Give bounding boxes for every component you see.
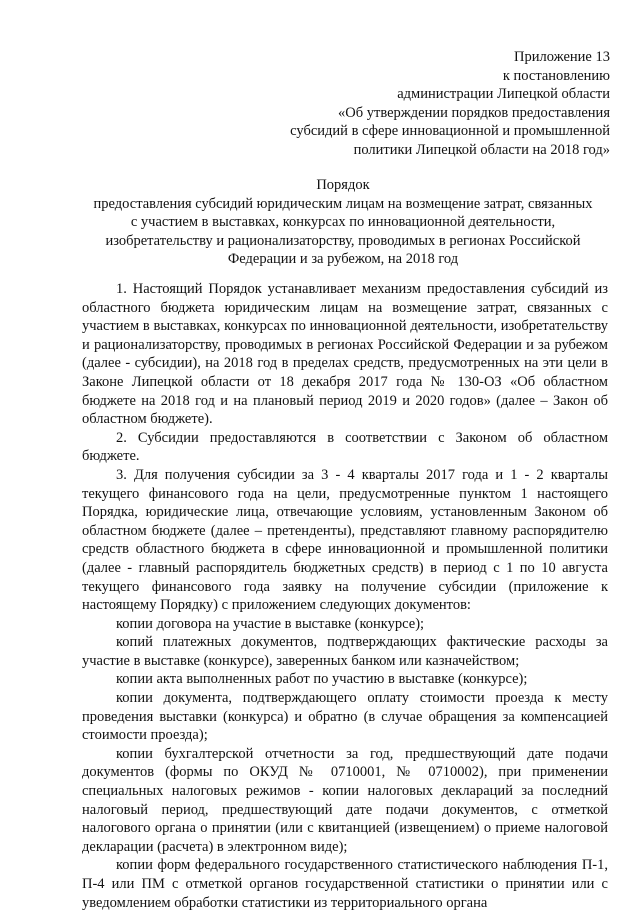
appendix-line: политики Липецкой области на 2018 год» xyxy=(353,141,610,158)
paragraph-1: 1. Настоящий Порядок устанавливает механизм предоставления субсидий из областного бюджета юридическим лицам на возмещение затрат, связанных с участием в выставках, конкурсах по инновационной деятельности, изобретательству и рационализаторству, проводимых в регионах Российской Федерации и за рубежом (далее - субсидии), на 2018 год в пределах средств, предусмотренных на эти цели в Законе Липецкой области от 18 декабря 2017 года № 130-ОЗ «Об областном бюджете на 2018 год и на плановый период 2019 и 2020 годов» (далее – Закон об областном бюджете). xyxy=(82,281,608,428)
title-line: с участием в выставках, конкурсах по инновационной деятельности, xyxy=(130,214,556,230)
title-line: предоставления субсидий юридическим лицам на возмещение затрат, связанных xyxy=(93,195,593,212)
appendix-header xyxy=(250,48,610,159)
document-list-item: копии договора на участие в выставке (конкурсе); xyxy=(116,615,425,632)
document-list-item: копии акта выполненных работ по участию в выставке (конкурсе); xyxy=(116,671,528,688)
document-list-item: копий платежных документов, подтверждающих фактические расходы за участие в выставке (конкурсе), заверенных банком или казначейством; xyxy=(82,634,608,669)
title-line: изобретательству и рационализаторству, проводимых в регионах Российской xyxy=(105,232,581,249)
title-line: Федерации и за рубежом, на 2018 год xyxy=(227,251,459,267)
paragraph-3: 3. Для получения субсидии за 3 - 4 кварталы 2017 года и 1 - 2 кварталы текущего финансового года на цели, предусмотренные пунктом 1 настоящего Порядка, юридические лица, отвечающие условиям, установленным Законом об областном бюджете (далее – претенденты), представляют главному распорядителю средств областного бюджета в сфере инновационной и промышленной политики (далее - главный распорядитель бюджетных средств) в период с 1 по 10 августа текущего финансового года заявку на получение субсидии (приложение к настоящему Порядку) с приложением следующих документов: xyxy=(82,466,608,614)
appendix-line: администрации Липецкой области xyxy=(397,86,610,102)
appendix-line: Приложение 13 xyxy=(514,49,610,65)
appendix-line: к постановлению xyxy=(502,67,610,84)
document-list-item: копии документа, подтверждающего оплату стоимости проезда к месту проведения выставки (конкурса) и обратно (в случае обращения за компенсацией стоимости проезда); xyxy=(82,690,608,744)
appendix-line: «Об утверждении порядков предоставления xyxy=(338,104,610,121)
document-list-item: копии бухгалтерской отчетности за год, предшествующий дате подачи документов (формы по ОКУД № 0710001, № 0710002), при применении специальных налоговых режимов - копии налоговых деклараций за последний налоговый период, предшествующий дате подачи документов, с отметкой налогового органа о принятии (или с квитанцией (извещением) о приеме налоговой декларации (расчета) в электронном виде); xyxy=(82,745,608,855)
appendix-line: субсидий в сфере инновационной и промышленной xyxy=(290,123,610,139)
title-heading: Порядок xyxy=(316,177,370,193)
document-list-item: копии форм федерального государственного статистического наблюдения П-1, П-4 или ПМ с отметкой органов государственной статистики о принятии или с уведомлением обработки статистики из территориального органа xyxy=(82,857,608,911)
document-title xyxy=(78,176,608,269)
document-body xyxy=(82,280,608,912)
paragraph-2: 2. Субсидии предоставляются в соответствии с Законом об областном бюджете. xyxy=(82,429,608,465)
